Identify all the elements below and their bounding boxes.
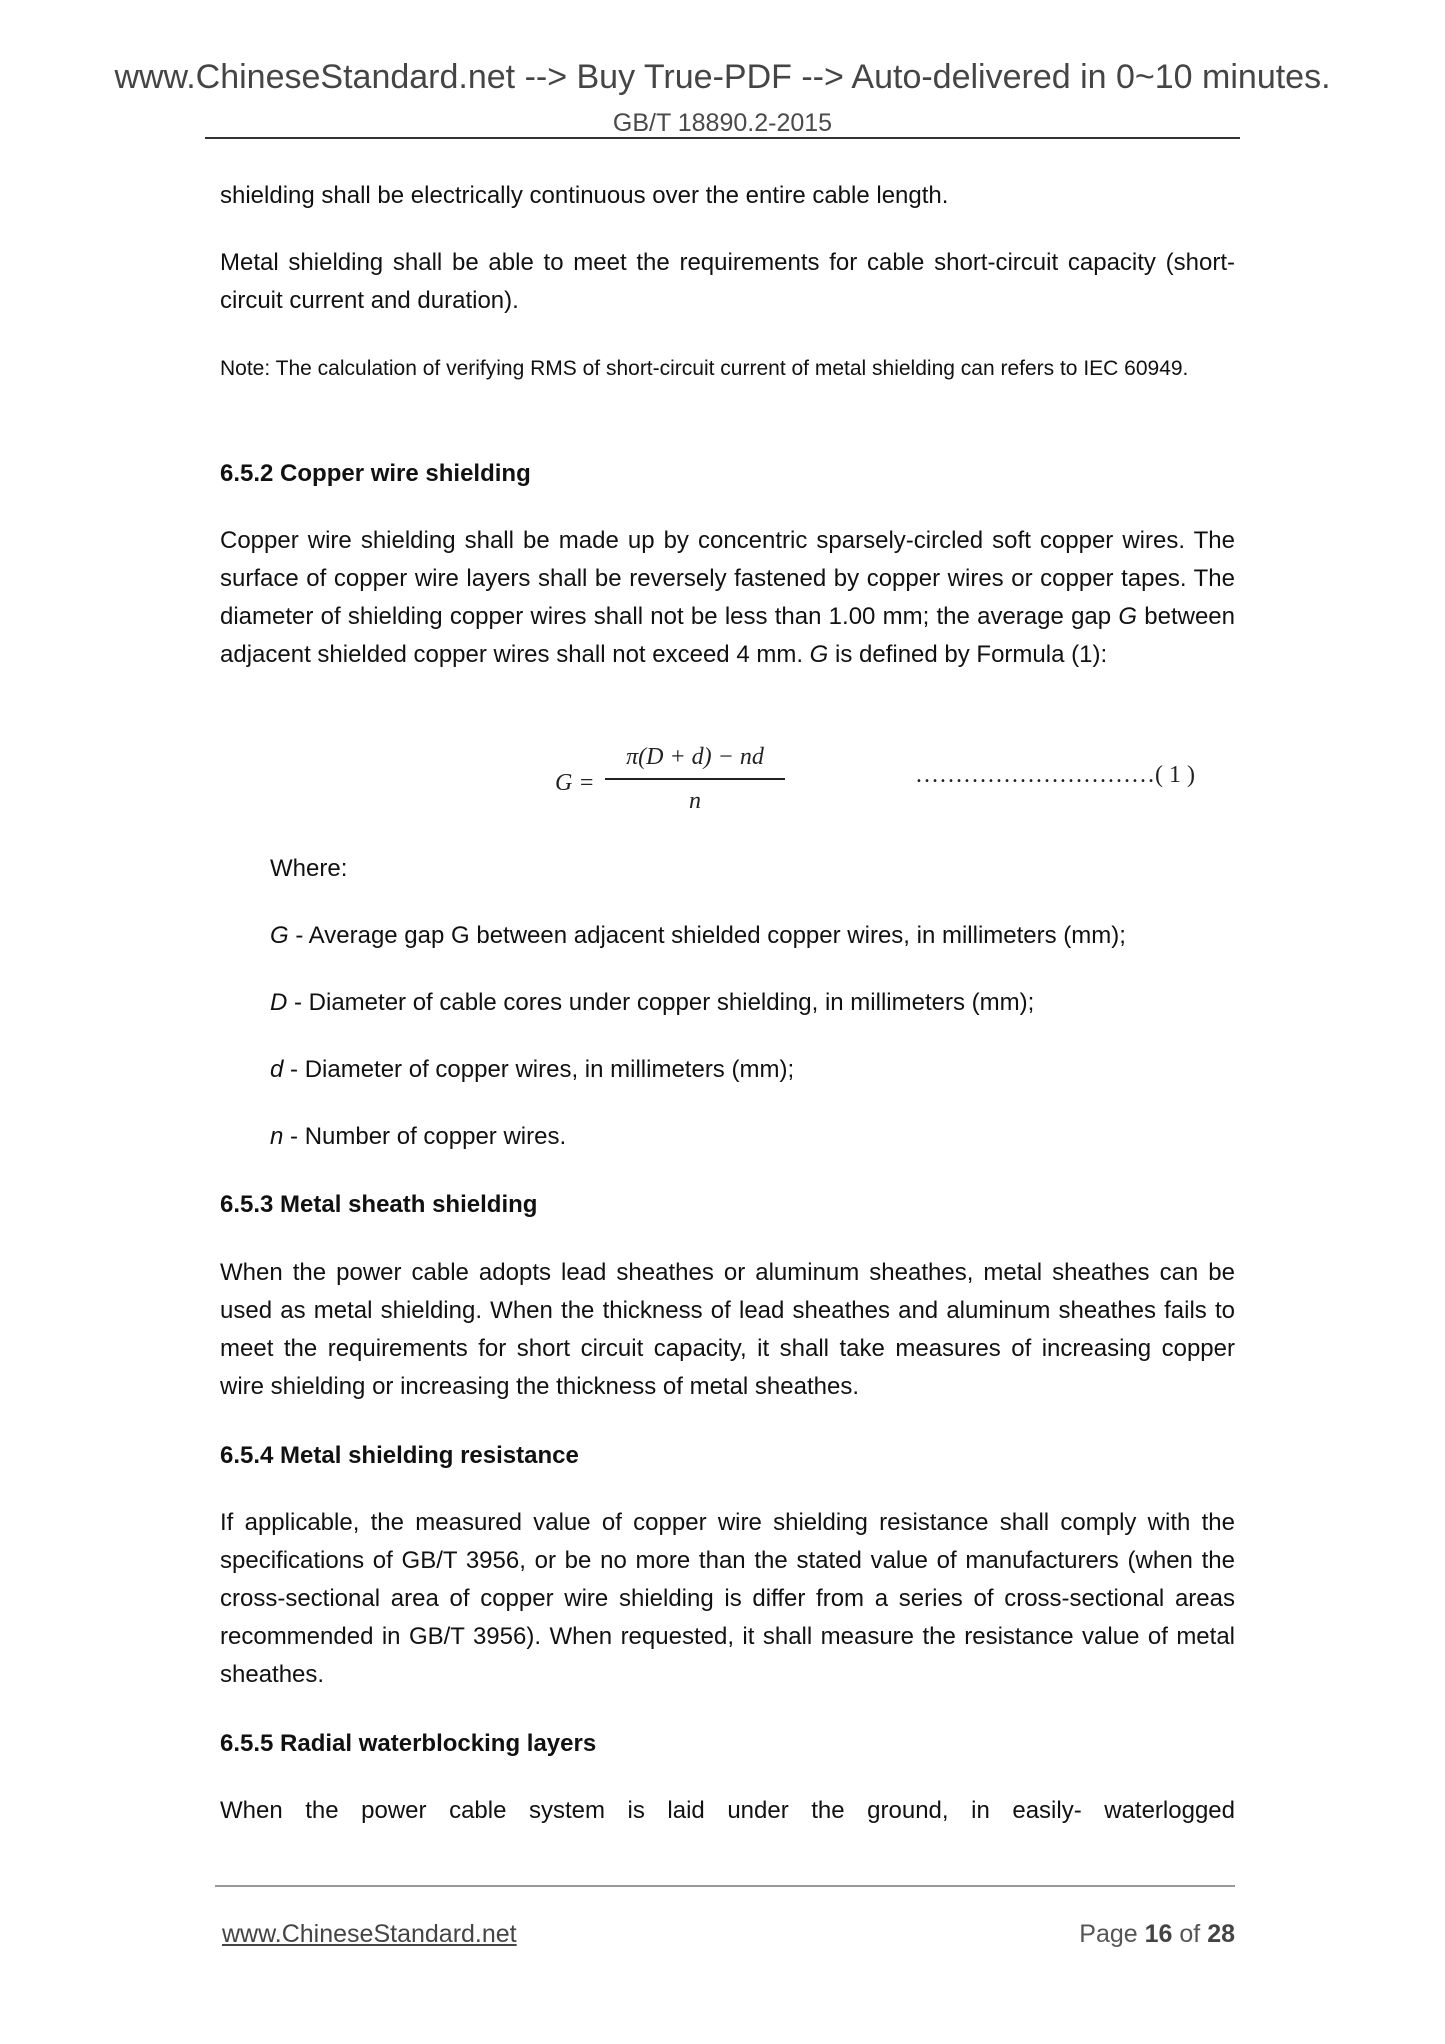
section-heading-6-5-2: 6.5.2 Copper wire shielding bbox=[220, 460, 531, 487]
total-pages: 28 bbox=[1207, 1920, 1235, 1948]
continuation-paragraph: shielding shall be electrically continuous over the entire cable length. bbox=[220, 182, 949, 209]
formula-number: …………………………( 1 ) bbox=[915, 762, 1195, 788]
note-paragraph: Note: The calculation of verifying RMS of short-circuit current of metal shielding can refers to IEC 60949. bbox=[220, 357, 1189, 380]
footer-site-link[interactable]: www.ChineseStandard.net bbox=[222, 1920, 517, 1948]
footer-divider bbox=[215, 1885, 1235, 1887]
shield-resistance-paragraph: If applicable, the measured value of copper wire shielding resistance shall comply with the specifications of GB/T 3956, or be no more than the stated value of manufacturers (when the cross-sectional area of copper wire shielding is differ from a series of cross-sectional areas recommended in GB/T 3956). When requested, it shall measure the resistance value of metal sheathes. bbox=[220, 1509, 1235, 1688]
definition-n: n - Number of copper wires. bbox=[270, 1123, 567, 1150]
document-body bbox=[220, 0, 1235, 1880]
section-heading-6-5-5: 6.5.5 Radial waterblocking layers bbox=[220, 1730, 597, 1757]
definition-d: d - Diameter of copper wires, in millimeters (mm); bbox=[270, 1056, 795, 1083]
definition-D: D - Diameter of cable cores under copper shielding, in millimeters (mm); bbox=[270, 989, 1035, 1016]
waterblocking-paragraph: When the power cable system is laid under the ground, in easily- waterlogged bbox=[220, 1797, 1235, 1824]
page-indicator: Page 16 of 28 bbox=[1079, 1920, 1235, 1948]
formula-fraction bbox=[605, 742, 785, 816]
short-circuit-paragraph: Metal shielding shall be able to meet the requirements for cable short-circuit capacity (short-circuit current and duration). bbox=[220, 249, 1235, 314]
current-page: 16 bbox=[1144, 1920, 1173, 1948]
standard-code: GB/T 18890.2-2015 bbox=[612, 109, 833, 137]
formula-lhs: G = bbox=[555, 770, 595, 796]
copper-wire-paragraph: Copper wire shielding shall be made up by concentric sparsely-circled soft copper wires. The surface of copper wire layers shall be reversely fastened by copper wires or copper tapes. The diameter of shielding copper wires shall not be less than 1.00 mm; the average gap G between adjacent shielded copper wires shall not exceed 4 mm. G is defined by Formula (1): bbox=[220, 527, 1236, 668]
formula-denominator: n bbox=[689, 788, 701, 814]
definition-G: G - Average gap G between adjacent shielded copper wires, in millimeters (mm); bbox=[270, 922, 1126, 949]
header-banner: www.ChineseStandard.net --> Buy True-PDF --> Auto-delivered in 0~10 minutes. bbox=[114, 58, 1331, 96]
section-heading-6-5-3: 6.5.3 Metal sheath shielding bbox=[220, 1191, 538, 1218]
where-label: Where: bbox=[270, 855, 348, 882]
formula-numerator: π(D + d) − nd bbox=[626, 744, 764, 770]
section-heading-6-5-4: 6.5.4 Metal shielding resistance bbox=[220, 1442, 579, 1469]
metal-sheath-paragraph: When the power cable adopts lead sheathes or aluminum sheathes, metal sheathes can be used as metal shielding. When the thickness of lead sheathes and aluminum sheathes fails to meet the requirements for short circuit capacity, it shall take measures of increasing copper wire shielding or increasing the thickness of metal sheathes. bbox=[220, 1259, 1235, 1400]
fraction-bar bbox=[605, 778, 785, 780]
